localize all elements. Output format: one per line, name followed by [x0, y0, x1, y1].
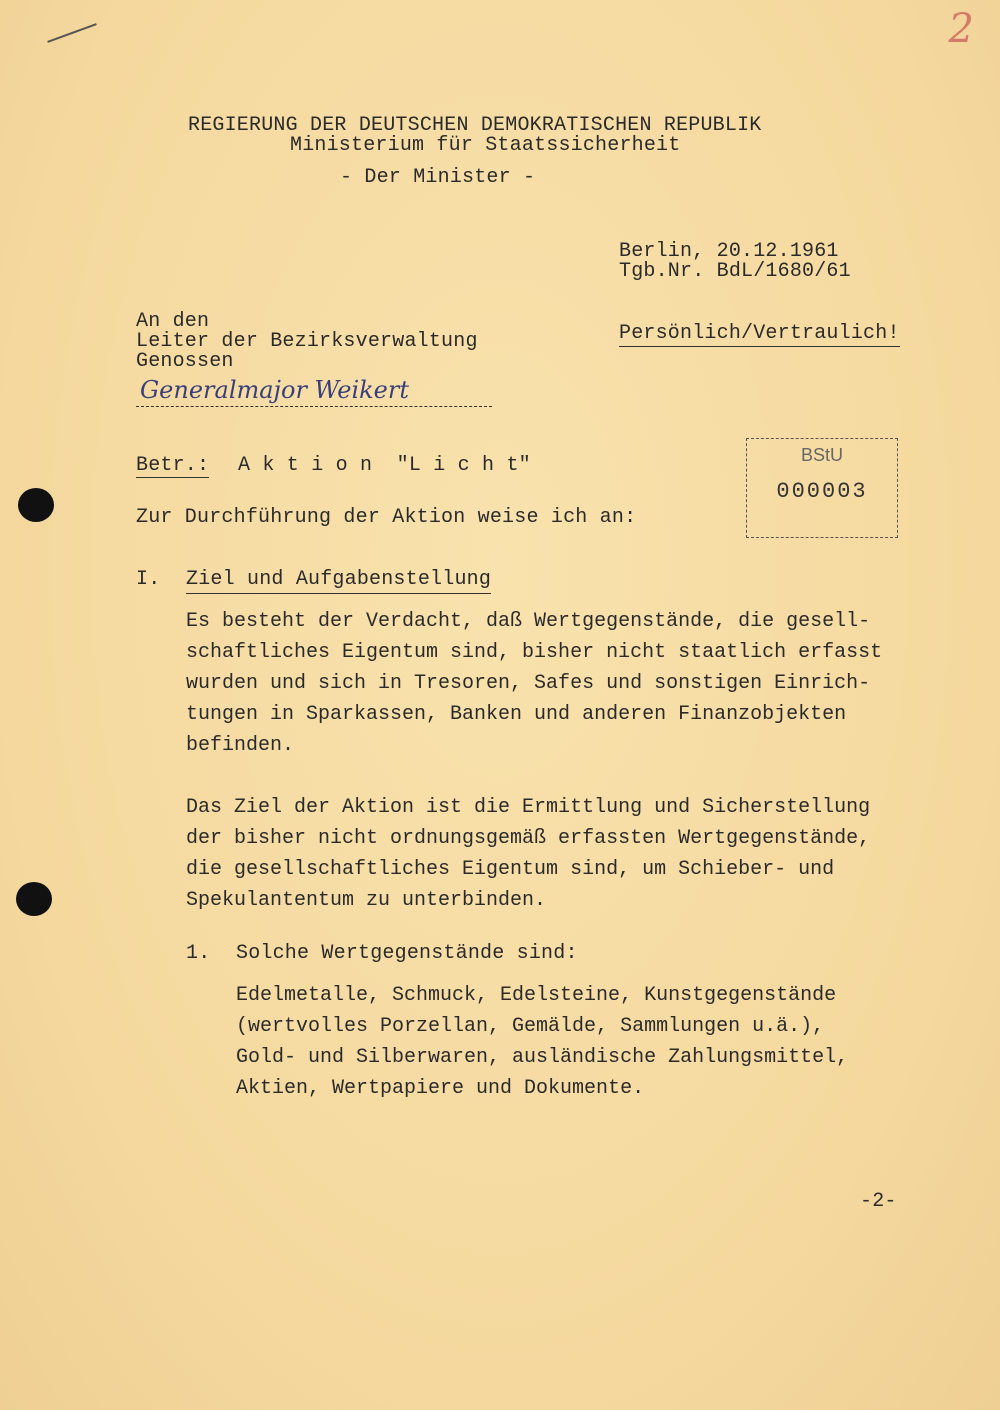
item-line: Gold- und Silberwaren, ausländische Zahlungsmittel,: [236, 1046, 849, 1069]
subject-label: Betr.:: [136, 454, 210, 477]
paragraph-2-line: der bisher nicht ordnungsgemäß erfassten Wertgegenstände,: [186, 827, 871, 850]
item-line: Edelmetalle, Schmuck, Edelsteine, Kunstgegenstände: [236, 984, 837, 1007]
handwritten-recipient-name: Generalmajor Weikert: [140, 376, 410, 404]
page-footer: -2-: [860, 1190, 897, 1213]
punch-hole-bottom: [16, 882, 52, 916]
paragraph-1-line: Es besteht der Verdacht, daß Wertgegenstände, die gesell-: [186, 610, 871, 633]
paragraph-2-line: die gesellschaftliches Eigentum sind, um Schieber- und: [186, 858, 835, 881]
item-number: 1.: [186, 942, 211, 965]
recipient-line-2: Leiter der Bezirksverwaltung: [136, 330, 478, 353]
paragraph-1-line: tungen in Sparkassen, Banken und anderen Finanzobjekten: [186, 703, 847, 726]
stamp-number: 000003: [776, 479, 868, 504]
date-line: Berlin, 20.12.1961: [619, 240, 839, 263]
section-number: I.: [136, 568, 161, 591]
intro-line: Zur Durchführung der Aktion weise ich an:: [136, 506, 637, 529]
paragraph-1-line: wurden und sich in Tresoren, Safes und sonstigen Einrich-: [186, 672, 871, 695]
stamp-title: BStU: [800, 445, 843, 465]
classification-label: Persönlich/Vertraulich!: [619, 322, 900, 345]
recipient-line-3: Genossen: [136, 350, 234, 373]
paragraph-2-line: Das Ziel der Aktion ist die Ermittlung und Sicherstellung: [186, 796, 871, 819]
government-header: REGIERUNG DER DEUTSCHEN DEMOKRATISCHEN REPUBLIK: [188, 114, 762, 137]
handwritten-recipient: [136, 374, 492, 407]
paragraph-1-line: befinden.: [186, 734, 295, 757]
section-heading: Ziel und Aufgabenstellung: [186, 570, 491, 594]
reference-number: Tgb.Nr. BdL/1680/61: [619, 260, 851, 283]
minister-header: - Der Minister -: [340, 166, 536, 189]
item-heading: Solche Wertgegenstände sind:: [236, 942, 578, 965]
paragraph-2-line: Spekulantentum zu unterbinden.: [186, 889, 547, 912]
item-line: (wertvolles Porzellan, Gemälde, Sammlungen u.ä.),: [236, 1015, 825, 1038]
subject-text: A k t i o n "L i c h t": [238, 454, 531, 477]
recipient-line-1: An den: [136, 310, 210, 333]
item-line: Aktien, Wertpapiere und Dokumente.: [236, 1077, 645, 1100]
punch-hole-top: [18, 488, 54, 522]
ministry-header: Ministerium für Staatssicherheit: [290, 134, 681, 157]
paragraph-1-line: schaftliches Eigentum sind, bisher nicht staatlich erfasst: [186, 641, 883, 664]
archive-stamp: [746, 438, 898, 538]
page-number-handwritten: 2: [948, 6, 974, 52]
pen-mark: [47, 23, 97, 43]
